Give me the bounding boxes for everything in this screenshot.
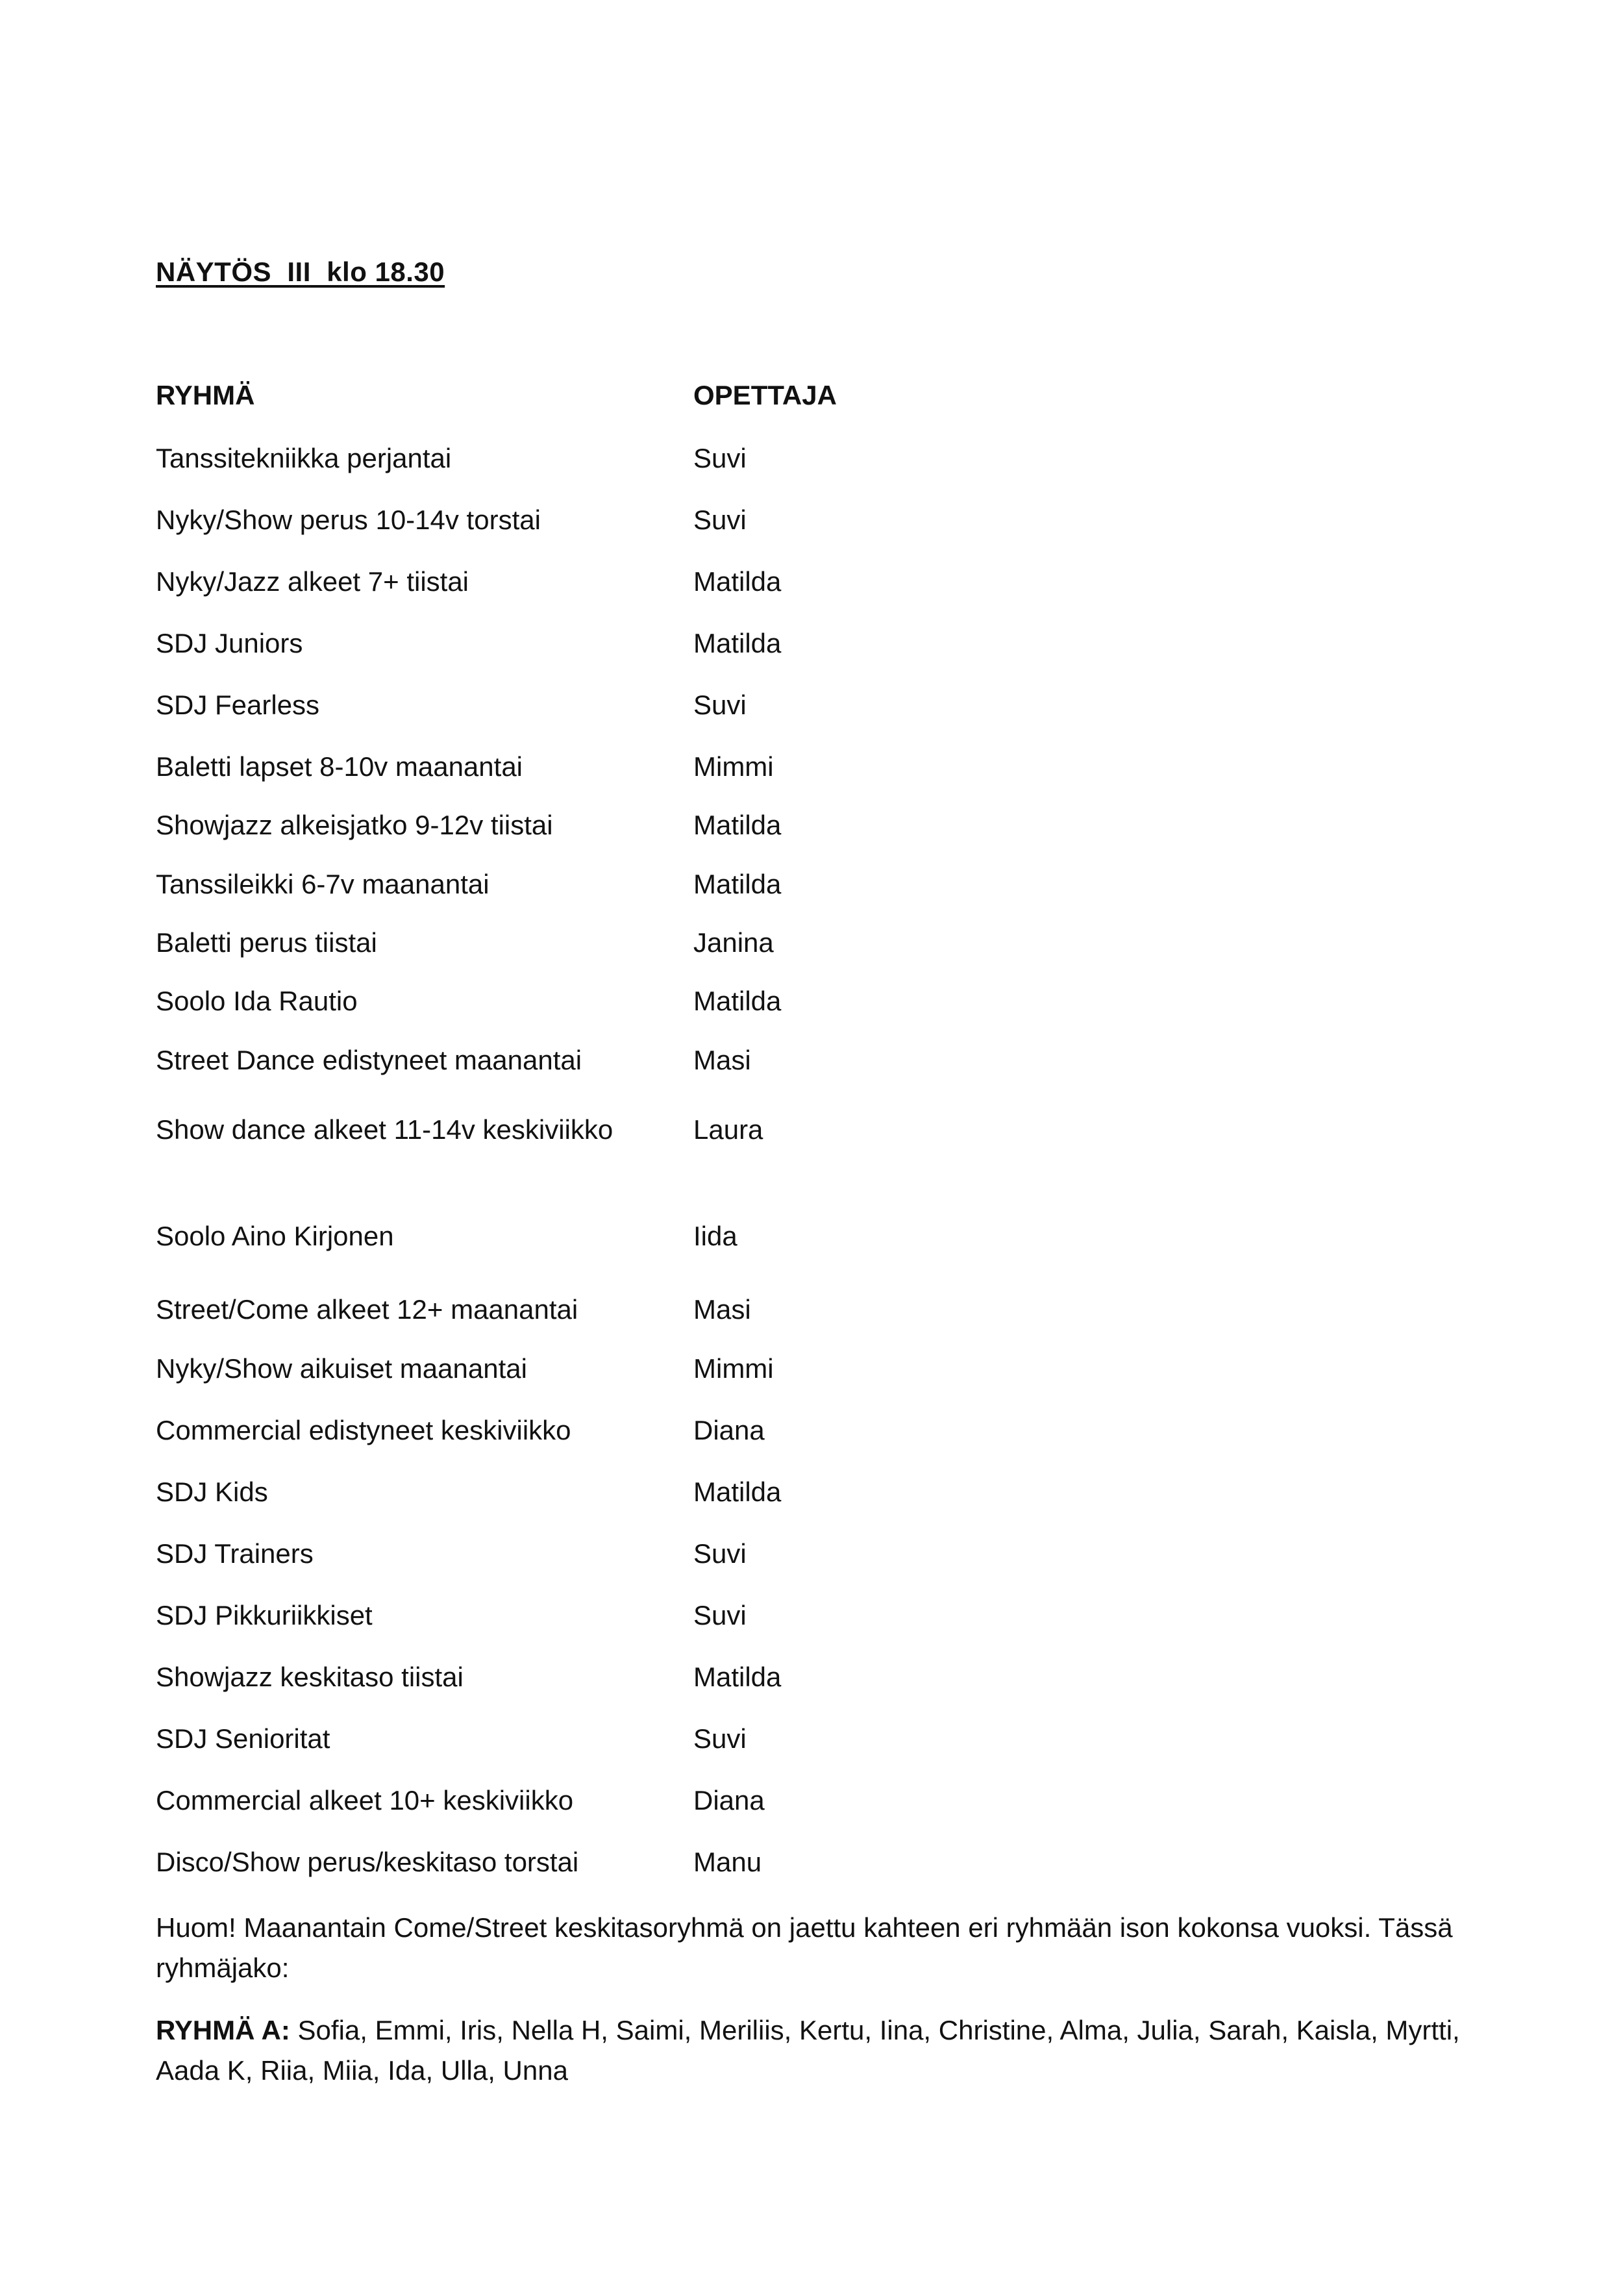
- table-row: [156, 624, 1519, 663]
- teacher-name: Janina: [693, 927, 774, 958]
- group-name: Baletti perus tiistai: [156, 927, 377, 958]
- teacher-name: Masi: [693, 1294, 751, 1325]
- group-name: Commercial alkeet 10+ keskiviikko: [156, 1785, 574, 1816]
- group-a-label: RYHMÄ A:: [156, 2015, 290, 2045]
- teacher-name: Matilda: [693, 986, 782, 1016]
- group-name: Street Dance edistyneet maanantai: [156, 1045, 582, 1075]
- group-name: SDJ Pikkuriikkiset: [156, 1600, 373, 1630]
- group-name: Nyky/Show aikuiset maanantai: [156, 1353, 527, 1384]
- group-name: SDJ Fearless: [156, 690, 320, 720]
- teacher-name: Iida: [693, 1221, 737, 1251]
- table-row: [156, 1658, 1519, 1697]
- group-name: Baletti lapset 8-10v maanantai: [156, 751, 523, 782]
- column-header-teacher: OPETTAJA: [693, 380, 837, 410]
- group-a-paragraph: [156, 2010, 1506, 2091]
- group-name: Soolo Ida Rautio: [156, 986, 358, 1016]
- group-name: Showjazz alkeisjatko 9-12v tiistai: [156, 810, 553, 840]
- teacher-name: Mimmi: [693, 1353, 774, 1384]
- table-row: [156, 747, 1519, 786]
- table-row: [156, 1110, 1519, 1149]
- note-paragraph: Huom! Maanantain Come/Street keskitasoryhmä on jaettu kahteen eri ryhmään ison kokonsa vuoksi. Tässä ryhmäjako:: [156, 1912, 1453, 1983]
- table-row: [156, 686, 1519, 725]
- table-row: [156, 1843, 1519, 1882]
- teacher-name: Laura: [693, 1114, 763, 1145]
- teacher-name: Manu: [693, 1847, 762, 1877]
- page-title: NÄYTÖS III klo 18.30: [156, 256, 445, 287]
- table-row: [156, 923, 1519, 962]
- teacher-name: Suvi: [693, 1723, 747, 1754]
- group-name: Disco/Show perus/keskitaso torstai: [156, 1847, 579, 1877]
- teacher-name: Matilda: [693, 810, 782, 840]
- group-name: Show dance alkeet 11-14v keskiviikko: [156, 1114, 613, 1145]
- table-row: [156, 1781, 1519, 1820]
- table-row: [156, 1217, 1519, 1256]
- table-row: [156, 1596, 1519, 1635]
- teacher-name: Mimmi: [693, 751, 774, 782]
- teacher-name: Masi: [693, 1045, 751, 1075]
- table-row: [156, 1411, 1519, 1450]
- table-row: [156, 1349, 1519, 1388]
- teacher-name: Suvi: [693, 505, 747, 535]
- group-name: SDJ Juniors: [156, 628, 303, 658]
- teacher-name: Suvi: [693, 690, 747, 720]
- group-a-members: Sofia, Emmi, Iris, Nella H, Saimi, Meriliis, Kertu, Iina, Christine, Alma, Julia, Sarah, Kaisla, Myrtti, Aada K, Riia, Miia, Ida, Ulla, Unna: [156, 2015, 1460, 2086]
- table-row: [156, 865, 1519, 904]
- table-row: [156, 562, 1519, 601]
- table-row: [156, 501, 1519, 540]
- teacher-name: Suvi: [693, 1538, 747, 1569]
- group-name: SDJ Senioritat: [156, 1723, 330, 1754]
- teacher-name: Diana: [693, 1785, 765, 1816]
- group-name: Street/Come alkeet 12+ maanantai: [156, 1294, 578, 1325]
- teacher-name: Matilda: [693, 1662, 782, 1692]
- teacher-name: Suvi: [693, 443, 747, 473]
- table-row: [156, 1534, 1519, 1573]
- table-row: [156, 1719, 1519, 1758]
- column-header-group: RYHMÄ: [156, 380, 255, 410]
- group-name: Commercial edistyneet keskiviikko: [156, 1415, 571, 1445]
- teacher-name: Matilda: [693, 869, 782, 899]
- group-name: Tanssitekniikka perjantai: [156, 443, 452, 473]
- table-row: [156, 1041, 1519, 1080]
- group-name: Showjazz keskitaso tiistai: [156, 1662, 464, 1692]
- group-name: Soolo Aino Kirjonen: [156, 1221, 394, 1251]
- table-row: [156, 806, 1519, 845]
- teacher-name: Matilda: [693, 628, 782, 658]
- group-name: SDJ Trainers: [156, 1538, 314, 1569]
- table-row: [156, 1290, 1519, 1329]
- table-row: [156, 439, 1519, 478]
- group-name: Tanssileikki 6-7v maanantai: [156, 869, 489, 899]
- group-name: Nyky/Show perus 10-14v torstai: [156, 505, 541, 535]
- teacher-name: Suvi: [693, 1600, 747, 1630]
- teacher-name: Matilda: [693, 1477, 782, 1507]
- group-name: Nyky/Jazz alkeet 7+ tiistai: [156, 566, 469, 597]
- table-row: [156, 982, 1519, 1021]
- table-row: [156, 1473, 1519, 1512]
- group-name: SDJ Kids: [156, 1477, 268, 1507]
- teacher-name: Diana: [693, 1415, 765, 1445]
- teacher-name: Matilda: [693, 566, 782, 597]
